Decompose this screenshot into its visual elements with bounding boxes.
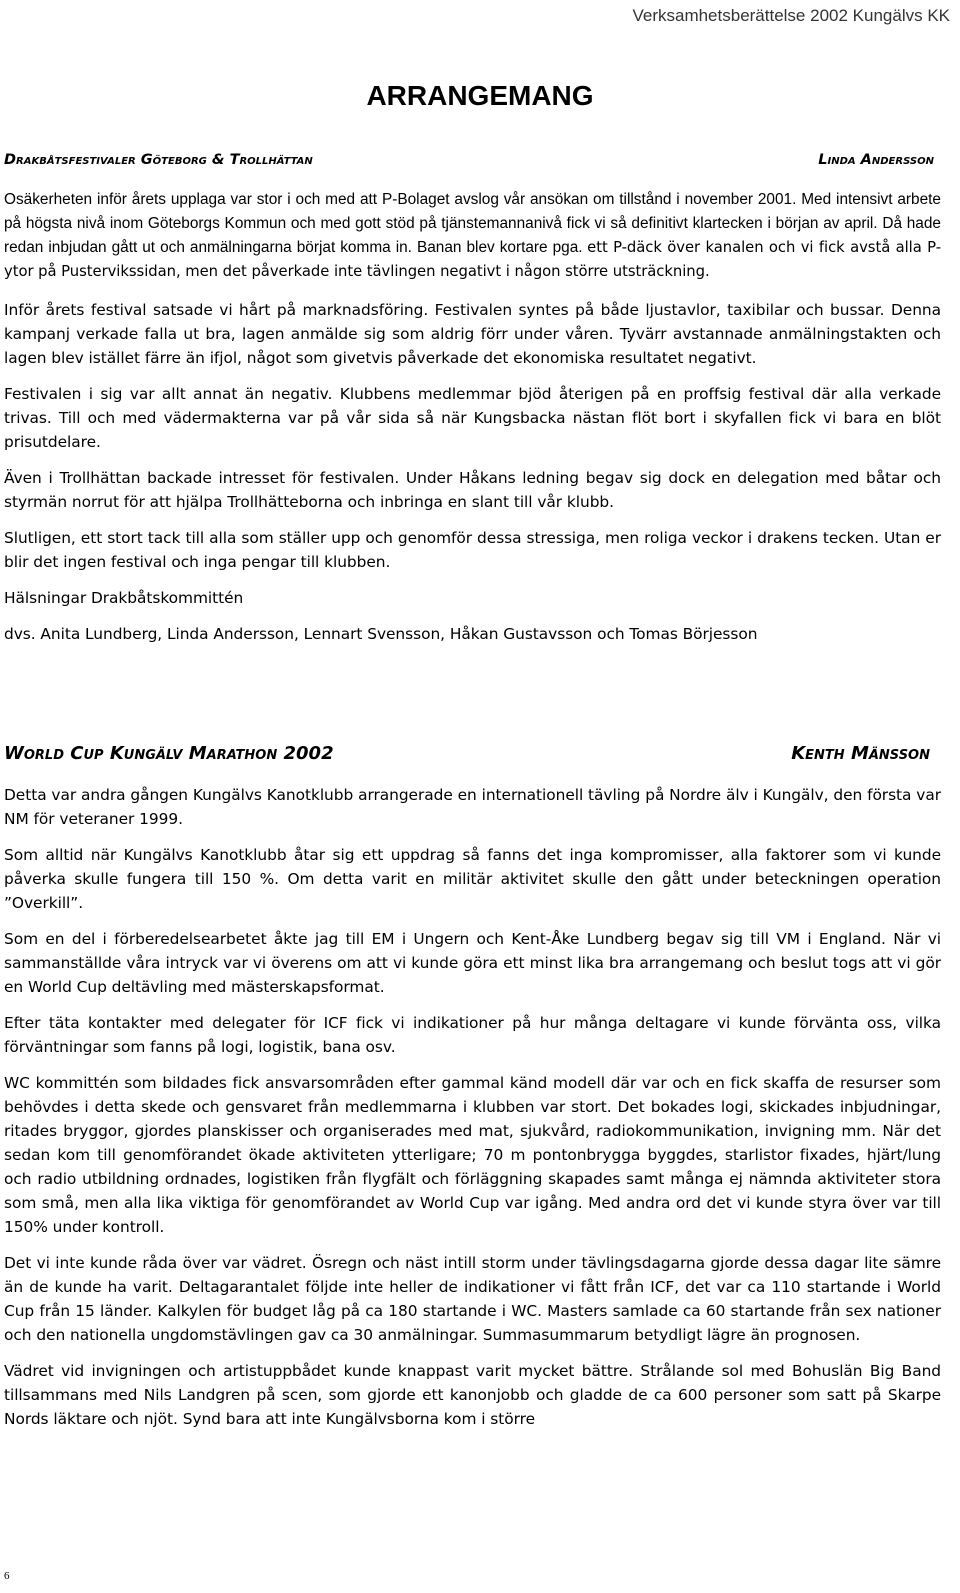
greeting: Hälsningar Drakbåtskommittén [4, 589, 244, 607]
paragraph: Detta var andra gången Kungälvs Kanotklubb arrangerade en internationell tävling på Nordre älv i Kungälv, den första var NM för veteraner 1999. [4, 786, 941, 828]
section-body-drakbat [4, 188, 941, 646]
paragraph: Även i Trollhättan backade intresset för festivalen. Under Håkans ledning begav sig dock en delegation med båtar och styrmän norrut för att hjälpa Trollhätteborna och inbringa en slant till vår klubb. [4, 469, 941, 511]
section-heading-drakbat [4, 152, 940, 168]
section-heading-world-cup [4, 743, 940, 764]
paragraph: Festivalen i sig var allt annat än negativ. Klubbens medlemmar bjöd återigen på en proffsig festival där alla verkade trivas. Till och med vädermakterna var på vår sida så när Kungsbacka nästan flöt bort i skyfallen fick vi bara en blöt prisutdelare. [4, 385, 941, 451]
section-title: World Cup Kungälv Marathon 2002 [4, 743, 334, 764]
paragraph: Det vi inte kunde råda över var vädret. Ösregn och näst intill storm under tävlingsdagarna gjorde dessa dagar lite sämre än de kunde ha varit. Deltagarantalet följde inte heller de indikationer vi fått från ICF, det var ca 110 startande i World Cup från 15 länder. Kalkylen för budget låg på ca 180 startande i WC. Masters samlade ca 60 startande från sex nationer och den nationella ungdomstävlingen gav ca 30 anmälningar. Summasummarum betydligt lägre än prognosen. [4, 1254, 941, 1344]
paragraph: WC kommittén som bildades fick ansvarsområden efter gammal känd modell där var och en fick skaffa de resurser som behövdes i detta skede och gensvaret från medlemmarna i klubben var stort. Det bokades logi, skickades inbjudningar, ritades bryggor, gjordes planskisser och organiserades med mat, sjukvård, radiokommunikation, invigning mm. När det sedan kom till genomförandet ökade aktiviteten ytterligare; 70 m pontonbrygga byggdes, starlistor fixades, hjärt/lung och radio utbildning ordnades, logistiken från flygfält och förläggning skapades samt många ej nämnda aktiviteter stora som små, men alla lika viktiga för genomförandet av World Cup var igång. Med andra ord det vi kunde styra över var till 150% under kontroll. [4, 1074, 941, 1236]
paragraph: Vädret vid invigningen och artistuppbådet kunde knappast varit mycket bättre. Strålande sol med Bohuslän Big Band tillsammans med Nils Landgren på scen, som gjorde ett kanonjobb och gladde de ca 600 personer som satt på Skarpe Nords läktare och njöt. Synd bara att inte Kungälvsborna kom i större [4, 1362, 941, 1428]
section-body-world-cup [4, 783, 941, 1431]
section-title: Drakbåtsfestivaler Göteborg & Trollhättan [4, 152, 313, 168]
paragraph: Som en del i förberedelsearbetet åkte jag till EM i Ungern och Kent-Åke Lundberg begav sig till VM i England. När vi sammanställde våra intryck var vi överens om att vi kunde göra ett minst lika bra arrangemang och beslut togs att vi gör en World Cup deltävling med mästerskapsformat. [4, 930, 941, 996]
paragraph: Slutligen, ett stort tack till alla som ställer upp och genomför dessa stressiga, men roliga veckor i drakens tecken. Utan er blir det ingen festival och inga pengar till klubben. [4, 529, 941, 571]
page-number: 6 [4, 1570, 10, 1582]
paragraph: Inför årets festival satsade vi hårt på marknadsföring. Festivalen syntes på både ljustavlor, taxibilar och bussar. Denna kampanj verkade falla ut bra, lagen anmälde sig som aldrig förr under våren. Tyvärr avstannade anmälningstakten och lagen blev istället färre än ifjol, något som givetvis påverkade det ekonomiska resultatet negativt. [4, 301, 941, 367]
paragraph-arial-part: Osäkerheten inför årets upplaga var stor i och med att P-Bolaget avslog vår ansökan om tillstånd i november 2001. Med intensivt arbete på högsta nivå inom Göteborgs Kommun och med gott stöd på tjänstemannanivå fick vi så definitivt klartecken i början av april. Då hade redan inbjudan gått ut och anmälningarna börjat komma in. Banan blev kortare pga. [4, 191, 941, 256]
signature-names: dvs. Anita Lundberg, Linda Andersson, Lennart Svensson, Håkan Gustavsson och Tomas Börjesson [4, 625, 758, 643]
paragraph: Efter täta kontakter med delegater för ICF fick vi indikationer på hur många deltagare vi kunde förvänta oss, vilka förväntningar som fanns på logi, logistik, bana osv. [4, 1014, 941, 1056]
page-title: ARRANGEMANG [366, 80, 594, 111]
running-header: Verksamhetsberättelse 2002 Kungälvs KK [632, 6, 950, 25]
paragraph: Som alltid när Kungälvs Kanotklubb åtar sig ett uppdrag så fanns det inga kompromisser, alla faktorer som vi kunde påverka skulle fungera till 150 %. Om detta varit en militär aktivitet skulle den gått under beteckningen operation ”Overkill”. [4, 846, 941, 912]
paragraph-verdana-part: ett P-däck över kanalen och vi fick avstå alla P-ytor på Pustervikssidan, men det påverkade inte tävlingen negativt i någon större utsträckning. [4, 239, 941, 280]
paragraph [4, 188, 941, 284]
section-author: Linda Andersson [818, 152, 934, 168]
section-author: Kenth Mänsson [791, 743, 930, 764]
